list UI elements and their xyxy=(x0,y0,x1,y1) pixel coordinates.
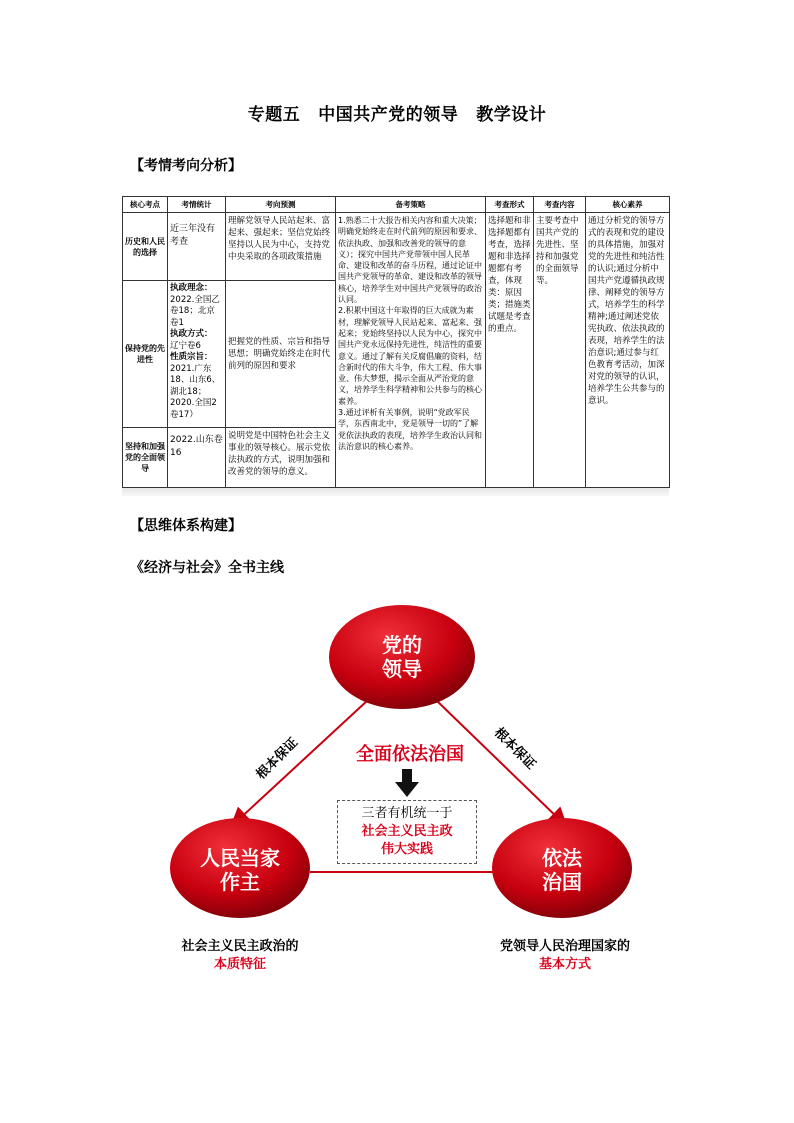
table-header: 考查形式 xyxy=(486,197,534,213)
stats-cell xyxy=(168,281,226,428)
form-cell: 选择题和非选择题都有考查，选择题和非选择题都有考查，体现类：原因类；措施类试题是考查的重点。 xyxy=(486,213,534,488)
strategy-item: 1.熟悉二十大报告相关内容和重大决策；明确党始终走在时代前列的原因和要求、依法执政、加强和改善党的领导的意义）；探究中国共产党带领中国人民革命、建设和改革的奋斗历程，通过论证中国共产党领导的革命、建设和改革的领导核心，培养学生对中国共产党领导的政治认同。 xyxy=(338,216,482,305)
section-heading-framework: 【思维体系构建】 xyxy=(130,518,242,534)
table-shadow xyxy=(122,488,669,496)
center-box-line: 三者有机统一于 xyxy=(361,806,453,821)
content-cell: 主要考查中国共产党的先进性、坚持和加强党的全面领导等。 xyxy=(534,213,586,488)
page-title xyxy=(0,100,794,125)
table-header: 核心素养 xyxy=(586,197,670,213)
stats-label: 性质宗旨： xyxy=(170,352,213,362)
circle-label-line: 作主 xyxy=(220,870,260,894)
analysis-table xyxy=(122,196,670,488)
section-heading-analysis: 【考情考向分析】 xyxy=(130,158,242,174)
strategy-item: 3.通过评析有关事例，说明“党政军民学，东西南北中，党是领导一切的”了解党依法执政的表现，培养学生政治认同和法治意识的核心素养。 xyxy=(338,408,482,451)
literacy-cell: 通过分析党的领导方式的表现和党的建设的具体措施，加强对党的先进性和纯洁性的认识;通过分析中国共产党遵循执政规律、阐释党的领导方式，培养学生的科学精神;通过阐述党依宪执政、依法执政的表现，培养学生的法治意识;通过参与红色教育考活动，加深对党的领导的认识，培养学生公共参与的意识。 xyxy=(586,213,670,488)
center-title: 全面依法治国 xyxy=(356,744,464,765)
right-caption xyxy=(475,938,655,974)
core-point-cell: 坚持和加强党的全面领导 xyxy=(123,428,168,488)
strategy-item: 2.积累中国这十年取得的巨大成就为素材，理解党领导人民站起来、富起来、强起来；党始终坚持以人民为中心，探究中国共产党永远保持先进性，纯洁性的重要意义。通过了解有关反腐倡廉的资料，结合新时代的伟大斗争，伟大工程、伟大事业、伟大梦想，揭示全面从严治党的意义，培养学生科学精神和公共参与的核心素养。 xyxy=(338,306,482,406)
core-point-cell: 保持党的先进性 xyxy=(123,281,168,428)
circle-label-line: 依法 xyxy=(542,846,582,870)
circle-label-line: 治国 xyxy=(542,870,582,894)
predict-cell: 理解党领导人民站起来、富起来、强起来；坚信党始终坚持以人民为中心，支持党中央采取的各项政策措施 xyxy=(226,213,336,281)
left-circle-label xyxy=(170,846,310,894)
circle-label-line: 党的 xyxy=(382,633,422,657)
down-arrow-shaft xyxy=(402,769,412,783)
stats-text: 2022.全国乙卷18；北京卷1 xyxy=(170,294,220,328)
down-arrow-head xyxy=(395,782,419,797)
caption-line: 党领导人民治理国家的 xyxy=(499,939,630,954)
stats-label: 执政理念： xyxy=(170,283,213,293)
predict-cell: 说明党是中国特色社会主义事业的领导核心。展示党依法执政的方式，说明加强和改善党的领导的意义。 xyxy=(226,428,336,488)
caption-line: 社会主义民主政治的 xyxy=(181,939,299,954)
caption-line-emphasis: 本质特征 xyxy=(213,957,266,972)
top-circle-label xyxy=(340,633,464,681)
right-edge-label: 根本保证 xyxy=(490,725,539,773)
table-header: 核心考点 xyxy=(123,197,168,213)
table-header: 考情统计 xyxy=(168,197,226,213)
table-header-row xyxy=(123,197,670,213)
stats-text: 辽宁卷6 xyxy=(170,340,201,351)
predict-cell: 把握党的性质、宗旨和指导思想；明确党始终走在时代前列的原因和要求 xyxy=(226,281,336,428)
stats-label: 执政方式： xyxy=(170,329,213,339)
left-edge-label: 根本保证 xyxy=(253,735,302,783)
strategy-cell xyxy=(336,213,486,488)
stats-cell: 近三年没有考查 xyxy=(168,213,226,281)
stats-cell: 2022.山东卷16 xyxy=(168,428,226,488)
title-type: 教学设计 xyxy=(476,105,547,125)
center-box-line: 伟大实践 xyxy=(380,842,433,857)
circle-label-line: 领导 xyxy=(382,657,422,681)
caption-line-emphasis: 基本方式 xyxy=(538,957,591,972)
center-box xyxy=(337,800,477,864)
center-box-line: 社会主义民主政 xyxy=(361,824,453,839)
subsection-heading: 《经济与社会》全书主线 xyxy=(130,560,284,576)
left-caption xyxy=(140,938,340,974)
table-row xyxy=(123,213,670,281)
title-subject: 中国共产党的领导 xyxy=(318,105,459,125)
title-topic: 专题五 xyxy=(247,105,301,125)
core-point-cell: 历史和人民的选择 xyxy=(123,213,168,281)
circle-label-line: 人民当家 xyxy=(200,846,280,870)
right-circle-label xyxy=(502,846,622,894)
table-header: 考向预测 xyxy=(226,197,336,213)
concept-diagram xyxy=(150,590,650,990)
table-header: 备考策略 xyxy=(336,197,486,213)
table-header: 考查内容 xyxy=(534,197,586,213)
stats-text: 2021.广东18、山东6、湖北18；2020.全国2卷17） xyxy=(170,363,221,420)
